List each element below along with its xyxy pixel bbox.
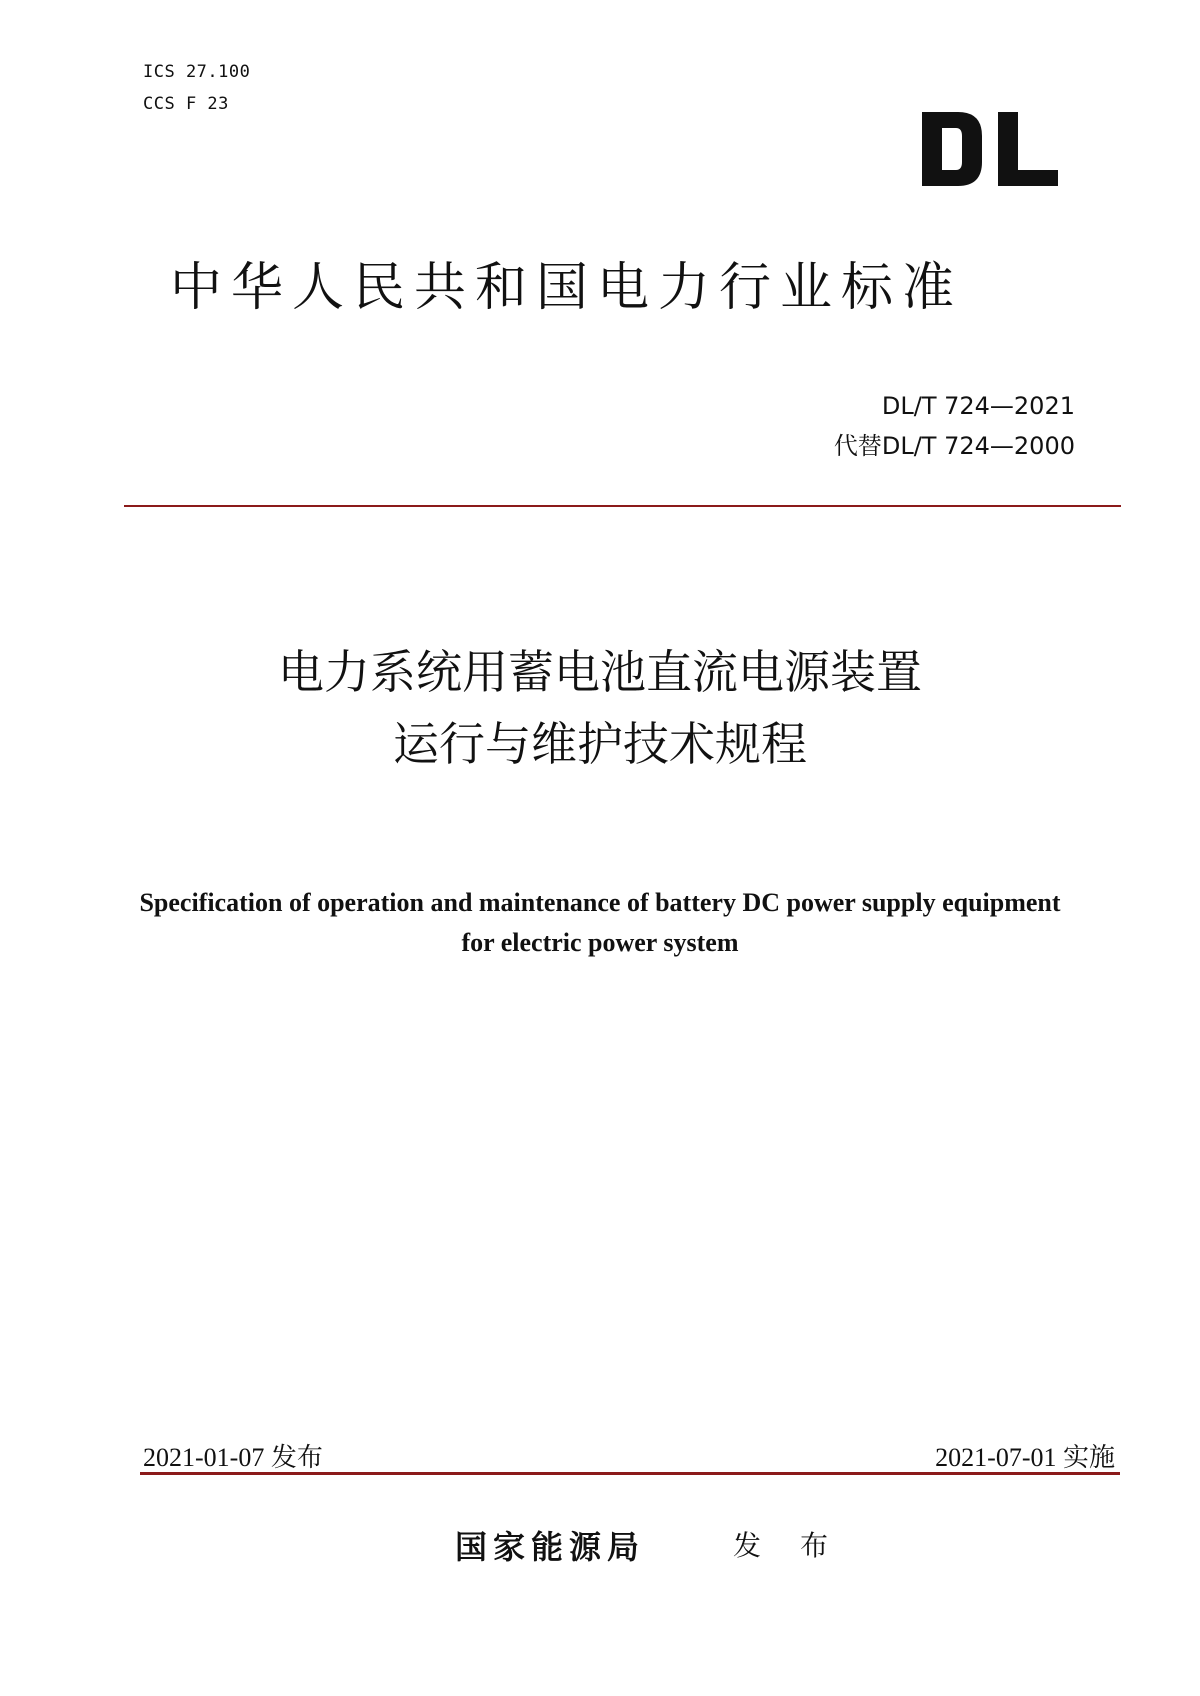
standard-number: DL/T 724—2021: [881, 392, 1075, 420]
dl-logo: [918, 108, 1060, 190]
ics-code: ICS 27.100: [143, 62, 251, 82]
title-cn-line2: 运行与维护技术规程: [393, 717, 807, 771]
implementation-date: 2021-07-01 实施: [935, 1443, 1115, 1472]
bottom-divider: [140, 1472, 1120, 1475]
title-en-line1: Specification of operation and maintenance of battery DC power supply equipment: [139, 888, 1061, 917]
title-en-line2: for electric power system: [461, 928, 739, 957]
issue-word: 发 布: [733, 1531, 845, 1562]
authority-title: 中华人民共和国电力行业标准: [170, 260, 964, 317]
replaces-standard: 代替DL/T 724—2000: [833, 432, 1075, 460]
ccs-code: CCS F 23: [143, 94, 229, 114]
top-divider: [124, 505, 1121, 507]
issue-date: 2021-01-07 发布: [143, 1443, 323, 1472]
issuer-name: 国家能源局: [455, 1528, 646, 1566]
title-cn-line1: 电力系统用蓄电池直流电源装置: [278, 645, 922, 699]
